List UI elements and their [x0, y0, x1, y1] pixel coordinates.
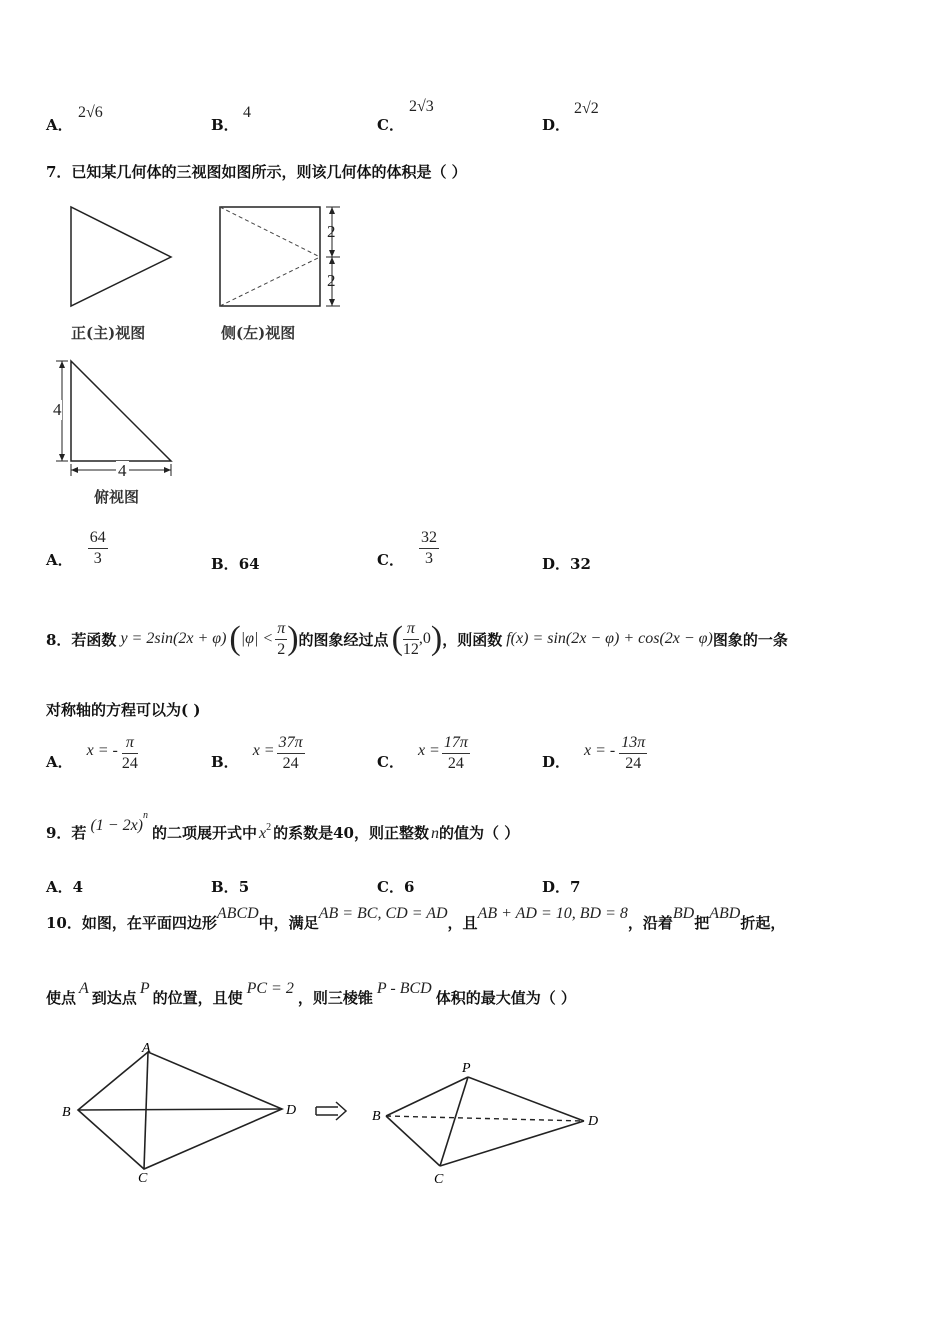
option-letter: B． — [211, 753, 239, 771]
option-fraction: $\frac{32}{3}$ — [421, 529, 438, 567]
option-letter: A． — [46, 551, 73, 569]
q9-line — [46, 810, 520, 843]
q10-math-bd: BD — [672, 905, 695, 922]
q6-options — [0, 100, 950, 140]
option-lhs: x = — [417, 742, 440, 759]
q9-mid2: 的系数是40，则正整数 — [273, 824, 429, 842]
side-view-caption: 侧(左)视图 — [221, 324, 296, 342]
q8-point-tail: ,0 — [418, 630, 431, 647]
q8-option-a — [46, 733, 138, 774]
q7-option-c — [377, 528, 439, 569]
double-arrow-icon — [316, 1102, 346, 1120]
option-letter: D． — [542, 555, 571, 573]
q8-mid2: ，则函数 — [442, 630, 503, 649]
q9-option-b: B．5 — [211, 878, 250, 896]
label-C: C — [138, 1171, 148, 1186]
q8-line2: 对称轴的方程可以为( ) — [46, 701, 201, 719]
label-B2: B — [372, 1109, 381, 1124]
option-fraction: $\frac{\pi}{24}$ — [121, 734, 138, 772]
option-value: 32 — [570, 555, 591, 573]
option-letter: C． — [377, 753, 404, 771]
q10-line1: 10．如图，在平面四边形 ABCD 中，满足 AB = BC, CD = AD ，且 AB + AD = 10, BD = 8 ，沿着 BD 把 ABD 折起， — [46, 905, 786, 932]
label-A: A — [142, 1041, 151, 1056]
q7-three-views-figure — [40, 196, 360, 516]
q8-paren-close: ) — [287, 620, 299, 657]
q9-tail: 的值为（ ） — [439, 824, 520, 842]
label-P: P — [462, 1061, 471, 1076]
option-fraction: $\frac{13\pi}{24}$ — [621, 734, 646, 772]
option-letter: D． — [542, 753, 571, 771]
q8-option-c — [377, 733, 470, 774]
q10-math-a: A — [79, 980, 89, 997]
label-D: D — [286, 1103, 297, 1118]
option-letter: D． — [542, 116, 571, 134]
q8-mid: 的图象经过点 — [298, 630, 389, 649]
side-view-square — [220, 207, 320, 306]
q9-x: x — [259, 825, 267, 842]
option-lhs: x = — [252, 742, 275, 759]
option-fraction: $\frac{37\pi}{24}$ — [278, 734, 303, 772]
q6-option-c — [377, 98, 434, 135]
option-letter: B． — [211, 555, 239, 573]
top-view-triangle — [71, 361, 171, 461]
label-D2: D — [588, 1114, 599, 1129]
option-fraction: $\frac{17\pi}{24}$ — [443, 734, 468, 772]
q8-option-d — [542, 733, 647, 774]
q8-point-close: ) — [430, 620, 443, 657]
q7-option-d — [542, 553, 591, 574]
q7-stem: 7．已知某几何体的三视图如图所示，则该几何体的体积是（ ） — [46, 163, 467, 181]
q10-math-cond1: AB = BC, CD = AD — [318, 905, 448, 922]
label-C2: C — [434, 1172, 444, 1187]
q9-expression: (1 − 2x) — [90, 817, 143, 834]
q10-math-abd: ABD — [709, 905, 741, 922]
q7-option-a — [46, 528, 108, 569]
q6-option-b — [211, 104, 251, 135]
q9-x-exponent: 2 — [266, 822, 272, 833]
option-value: 64 — [238, 555, 260, 573]
front-view-caption: 正(主)视图 — [71, 324, 146, 342]
q7-option-b — [211, 553, 260, 574]
q8-point-fraction: $\frac{\pi}{12}$ — [402, 619, 419, 658]
q8-option-b — [211, 733, 305, 774]
q9-option-c: C．6 — [377, 878, 415, 896]
dim-label-2-top: 2 — [327, 222, 336, 241]
label-B: B — [62, 1105, 71, 1120]
front-view-triangle — [71, 207, 171, 306]
q10-math-pbcd: P - BCD — [376, 980, 432, 997]
q10-math-abcd: ABCD — [216, 905, 259, 922]
q9-mid: 的二项展开式中 — [152, 824, 258, 842]
option-letter: C． — [377, 551, 404, 569]
q8-paren-open: ( — [229, 620, 241, 657]
q9-prefix: 9．若 — [46, 824, 87, 842]
option-lhs: x = - — [584, 742, 616, 759]
q9-n: n — [431, 825, 439, 842]
option-letter: C． — [377, 116, 404, 134]
q8-function: y = 2sin(2x + φ) — [120, 630, 227, 647]
option-value: 2√2 — [574, 100, 599, 117]
top-view-caption: 俯视图 — [94, 488, 140, 506]
option-lhs: x = - — [86, 742, 118, 759]
q9-option-d: D．7 — [542, 878, 581, 896]
dim-label-4-bottom: 4 — [118, 461, 127, 480]
q8-line1 — [46, 614, 788, 664]
option-value: 2√6 — [78, 104, 103, 121]
option-value: 4 — [243, 104, 251, 121]
q8-pi-over-2: $\frac{\pi}{2}$ — [277, 619, 286, 658]
option-value: 2√3 — [409, 98, 434, 115]
q8-prefix: 8．若函数 — [46, 630, 117, 649]
dim-label-2-bottom: 2 — [327, 271, 336, 290]
q8-condition: |φ| < — [240, 630, 274, 647]
q10-figure — [50, 1030, 630, 1200]
option-letter: A． — [46, 116, 73, 134]
q8-point-open: ( — [391, 620, 403, 657]
q9-exponent: n — [143, 810, 148, 821]
option-letter: B． — [211, 116, 239, 134]
q10-math-pc: PC = 2 — [246, 980, 294, 997]
dim-label-4-left: 4 — [53, 400, 62, 419]
q10-math-cond2: AB + AD = 10, BD = 8 — [477, 905, 628, 922]
q6-option-d — [542, 100, 599, 135]
q8-function2: f(x) = sin(2x − φ) + cos(2x − φ) — [506, 630, 713, 647]
q8-tail: 图象的一条 — [712, 630, 788, 649]
q10-line2: 使点 A 到达点 P 的位置，且使 PC = 2 ，则三棱锥 P - BCD 体积的最大值为（ ） — [46, 980, 576, 1007]
option-fraction: $\frac{64}{3}$ — [89, 529, 106, 567]
q10-math-p: P — [139, 980, 150, 997]
q9-option-a: A．4 — [46, 878, 84, 896]
q6-option-a — [46, 104, 103, 135]
option-letter: A． — [46, 753, 73, 771]
